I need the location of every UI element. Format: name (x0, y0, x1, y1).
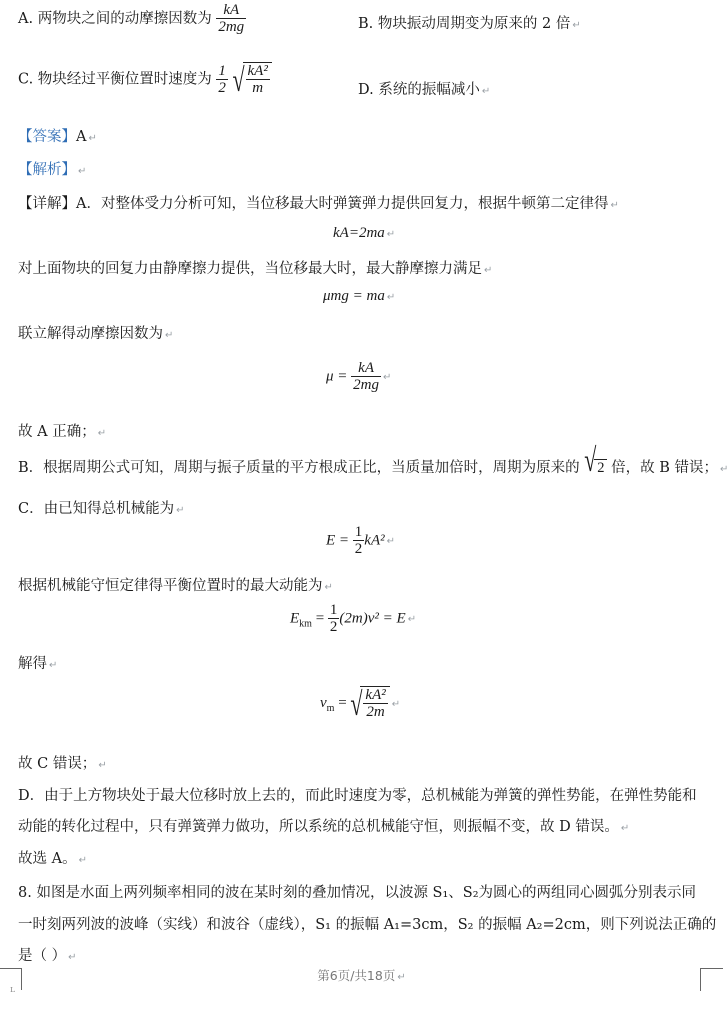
equation-5-den: 2 (329, 619, 338, 635)
equation-6-lhs: v (320, 694, 327, 711)
paragraph-mark: ↵ (68, 952, 77, 963)
paragraph-mark: ↵ (407, 614, 417, 626)
equation-2-text: μmg = ma (323, 288, 385, 304)
equation-4-fraction (353, 524, 365, 558)
option-c-coef-den: 2 (218, 79, 226, 96)
detail-line-12-text: 故选 A。 (18, 851, 77, 867)
detail-line-7-text: 根据机械能守恒定律得平衡位置时的最大动能为 (18, 578, 323, 594)
question-8-line-3-text: 是（ ） (18, 948, 67, 964)
option-d (358, 78, 490, 99)
equation-4 (326, 524, 395, 558)
page-number: 第6页/共18页 (317, 968, 396, 983)
page-corner-mark: ᴸ (10, 985, 16, 999)
option-c-coef-num: 1 (218, 62, 226, 79)
equation-3 (326, 360, 391, 394)
equation-5-fraction (328, 602, 340, 636)
detail-line-11-text: 动能的转化过程中，只有弹簧弹力做功，所以系统的总机械能守恒，则振幅不变，故 D 错误。 (18, 819, 619, 835)
equation-4-num: 1 (354, 524, 363, 540)
sqrt-2-value: 2 (594, 459, 606, 477)
equation-6-sub: m (326, 702, 335, 714)
sqrt-symbol: √ (350, 685, 363, 723)
equation-1 (333, 225, 395, 242)
equation-5-lhs: E (290, 610, 300, 627)
option-a-fraction (216, 2, 246, 36)
option-c-sqrt (233, 62, 272, 97)
paragraph-mark: ↵ (88, 133, 97, 144)
equation-3-num: kA (358, 360, 374, 376)
detail-line-9-text: 故 C 错误； (18, 756, 97, 772)
paragraph-mark: ↵ (78, 855, 87, 866)
paragraph-mark: ↵ (98, 760, 107, 771)
equation-3-lhs: μ = (326, 368, 348, 385)
option-c-rad-den: m (246, 79, 270, 97)
option-b-text: B. 物块振动周期变为原来的 2 倍 (358, 16, 571, 32)
detail-line-4-text: 故 A 正确； (18, 424, 96, 440)
analysis-line (18, 158, 86, 179)
paragraph-mark: ↵ (324, 582, 333, 593)
equation-6-sqrt (350, 686, 389, 721)
detail-line-5 (18, 441, 728, 479)
detail-line-12 (18, 847, 87, 868)
equation-5-num: 1 (329, 602, 338, 618)
detail-line-2 (18, 257, 492, 278)
equation-6-den: 2m (363, 703, 387, 721)
answer-value: A (76, 129, 87, 145)
option-b (358, 12, 581, 33)
detail-line-9 (18, 752, 107, 773)
sqrt-2 (584, 441, 606, 479)
option-c-text: 物块经过平衡位置时速度为 (37, 71, 212, 88)
equation-5-sub: km (299, 618, 312, 630)
detail-line-4 (18, 420, 106, 441)
equation-6-num: kA² (365, 687, 386, 703)
answer-line (18, 125, 97, 146)
option-c-rad-num: kA² (247, 63, 268, 79)
equation-4-rhs: kA² (364, 532, 385, 549)
option-a (18, 2, 246, 36)
paragraph-mark: ↵ (165, 330, 174, 341)
detail-line-1-text: A．对整体受力分析可知，当位移最大时弹簧弹力提供回复力，根据牛顿第二定律得 (76, 196, 609, 212)
question-8-line-3 (18, 944, 77, 965)
sqrt-symbol: √ (584, 441, 597, 479)
equation-5-rhs: (2m)v² = E (339, 610, 406, 627)
option-c (18, 62, 272, 97)
question-8-line-1-text: 8. 如图是水面上两列频率相同的波在某时刻的叠加情况，以波源 S₁、S₂为圆心的两组同心圆弧分别表示同 (18, 885, 697, 901)
paragraph-mark: ↵ (620, 823, 630, 834)
equation-2 (323, 288, 395, 305)
analysis-label: 【解析】 (18, 162, 76, 178)
equation-4-den: 2 (354, 541, 363, 557)
crop-mark-left-top (0, 968, 22, 969)
equation-6: $v_m$ = √ $\frac{\text{kA²}}{2m}$ ↵ (320, 685, 401, 723)
paragraph-mark: ↵ (383, 372, 392, 384)
paragraph-mark: ↵ (97, 428, 107, 439)
page-footer (0, 966, 723, 984)
detail-line-10 (18, 784, 697, 805)
crop-mark-right (700, 968, 723, 991)
detail-line-5a-text: B．根据周期公式可知，周期与振子质量的平方根成正比，当质量加倍时，周期为原来的 (18, 460, 580, 476)
detail-line-8 (18, 652, 57, 673)
detail-label: 【详解】 (18, 196, 76, 212)
detail-line-3 (18, 322, 173, 343)
paragraph-mark: ↵ (386, 292, 396, 303)
paragraph-mark: ↵ (481, 86, 491, 97)
detail-line-6-text: C．由已知得总机械能为 (18, 501, 175, 517)
detail-line-6 (18, 497, 184, 518)
question-8-line-1 (18, 881, 696, 902)
question-8-line-2 (18, 913, 716, 934)
paragraph-mark: ↵ (386, 536, 396, 548)
equation-5: $E_{km}$ = $\frac{1}{2}$ (2m)v² = E ↵ (290, 602, 417, 635)
option-a-prefix: A. (18, 11, 34, 27)
equation-4-lhs: E = (326, 532, 350, 549)
detail-line-3-text: 联立解得动摩擦因数为 (18, 326, 163, 342)
question-8-line-2-text: 一时刻两列波的波峰（实线）和波谷（虚线），S₁ 的振幅 A₁=3cm，S₂ 的振幅 A₂=2cm，则下列说法正确的 (18, 917, 717, 933)
paragraph-mark: ↵ (78, 166, 87, 177)
detail-line-10-text: D．由于上方物块处于最大位移时放上去的，而此时速度为零，总机械能为弹簧的弹性势能，在弹性势能和 (18, 788, 697, 804)
equation-3-den: 2mg (353, 377, 379, 393)
equation-1-text: kA=2ma (333, 225, 385, 241)
detail-line-1 (18, 192, 619, 213)
paragraph-mark: ↵ (572, 20, 581, 31)
option-c-prefix: C. (18, 71, 34, 88)
paragraph-mark: ↵ (49, 660, 58, 671)
answer-label: 【答案】 (18, 129, 76, 145)
paragraph-mark: ↵ (176, 505, 185, 516)
paragraph-mark: ↵ (610, 200, 619, 211)
detail-line-2-text: 对上面物块的回复力由静摩擦力提供，当位移最大时，最大静摩擦力满足 (18, 261, 482, 277)
paragraph-mark: ↵ (484, 265, 493, 276)
equation-3-fraction (351, 360, 381, 394)
detail-line-5b-text: 倍，故 B 错误； (611, 460, 718, 476)
option-c-coef (216, 63, 228, 97)
option-a-num: kA (223, 2, 240, 18)
option-d-text: D. 系统的振幅减小 (358, 82, 480, 98)
detail-line-11 (18, 815, 629, 836)
paragraph-mark: ↵ (397, 972, 406, 983)
option-a-den: 2mg (218, 19, 245, 35)
option-a-text: 两物块之间的动摩擦因数为 (37, 11, 212, 27)
paragraph-mark: ↵ (720, 464, 728, 475)
sqrt-symbol: √ (232, 61, 245, 99)
detail-line-7 (18, 574, 333, 595)
paragraph-mark: ↵ (386, 229, 396, 240)
detail-line-8-text: 解得 (18, 656, 47, 672)
paragraph-mark: ↵ (391, 698, 401, 710)
